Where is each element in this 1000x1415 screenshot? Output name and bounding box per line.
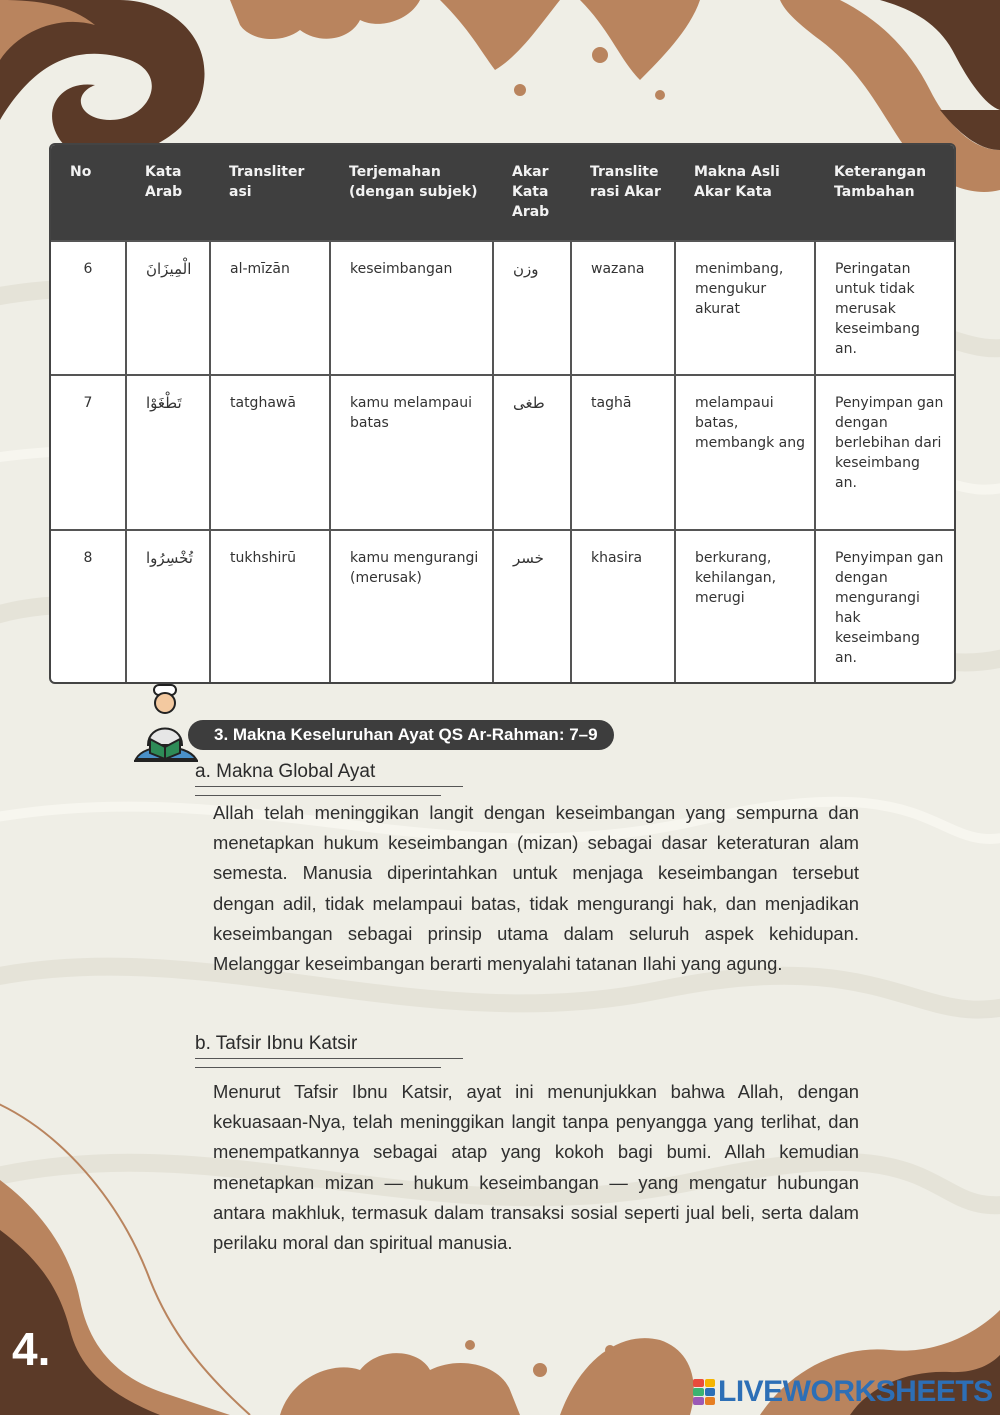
header-kata-arab: Kata Arab [126,145,210,241]
cell-kata-arab [126,530,210,682]
cell-transliterasi: tatghawā [210,375,330,530]
cell-terjemahan: kamu mengurangi (merusak) [330,530,493,682]
quran-reader-icon [134,683,198,763]
brand-name: LIVEWORKSHEETS [718,1375,993,1408]
divider [195,1058,463,1059]
arabic-word: تَطْغَوْا [146,394,182,412]
cell-keterangan: Peringatan untuk tidak merusak keseimbang an. [815,241,954,375]
cell-no: 8 [51,530,126,682]
subsection-b-text: Menurut Tafsir Ibnu Katsir, ayat ini menunjukkan bahwa Allah, dengan kekuasaan-Nya, telah meninggikan langit tanpa penyangga yang terlihat, dan menempatkannya sebagai atap yang kokoh bagi bumi. Allah kemudian menetapkan mizan — hukum keseimbangan — yang mengatur hubungan antara makhluk, termasuk dalam transaksi sosial seperti jual beli, serta dalam perilaku moral dan spiritual manusia. [213,1081,859,1254]
header-terjemahan: Terjemahan (dengan subjek) [330,145,493,241]
table-row [51,530,954,682]
cell-transliterasi-akar: wazana [571,241,675,375]
cell-akar [493,375,571,530]
liveworksheets-logo[interactable] [693,1375,993,1409]
table-row [51,241,954,375]
cell-no: 6 [51,241,126,375]
page-number: 4. [12,1323,51,1375]
header-transliterasi-akar: Translite rasi Akar [571,145,675,241]
arabic-word: الْمِيزَانَ [146,260,192,278]
header-keterangan: Keterangan Tambahan [815,145,954,241]
cell-terjemahan: kamu melampaui batas [330,375,493,530]
cell-kata-arab [126,241,210,375]
subsection-b-title: b. Tafsir Ibnu Katsir [195,1033,358,1054]
table-header-row [51,145,954,241]
table-row [51,375,954,530]
cell-transliterasi-akar: khasira [571,530,675,682]
header-no: No [51,145,126,241]
cell-keterangan: Penyimpan gan dengan mengurangi hak keseimbang an. [815,530,954,682]
brand-blocks-icon [693,1379,715,1405]
cell-makna-asli: menimbang, mengukur akurat [675,241,815,375]
arabic-root: طغى [513,394,545,412]
subsection-a-title: a. Makna Global Ayat [195,761,376,782]
arabic-word: تُخْسِرُوا [146,549,193,567]
header-makna-asli: Makna Asli Akar Kata [675,145,815,241]
divider [195,1067,441,1068]
cell-akar [493,530,571,682]
cell-kata-arab [126,375,210,530]
arabic-root: خسر [513,549,544,567]
vocabulary-table [49,143,956,684]
divider [195,795,441,796]
header-akar-kata: Akar Kata Arab [493,145,571,241]
cell-akar [493,241,571,375]
cell-transliterasi: al-mīzān [210,241,330,375]
cell-makna-asli: berkurang, kehilangan, merugi [675,530,815,682]
header-transliterasi: Transliter asi [210,145,330,241]
section-title: 3. Makna Keseluruhan Ayat QS Ar-Rahman: 7–9 [188,720,614,750]
arabic-root: وزن [513,260,539,278]
cell-terjemahan: keseimbangan [330,241,493,375]
cell-no: 7 [51,375,126,530]
cell-makna-asli: melampaui batas, membangk ang [675,375,815,530]
cell-keterangan: Penyimpan gan dengan berlebihan dari keseimbang an. [815,375,954,530]
divider [195,786,463,787]
cell-transliterasi-akar: taghā [571,375,675,530]
cell-transliterasi: tukhshirū [210,530,330,682]
subsection-a-text: Allah telah meninggikan langit dengan keseimbangan yang sempurna dan menetapkan hukum keseimbangan (mizan) sebagai dasar keteraturan alam semesta. Manusia diperintahkan untuk menjaga keseimbangan tersebut dengan adil, tidak melampaui batas, tidak mengurangi hak, dan menjadikan keseimbangan sebagai prinsip utama dalam seluruh aspek kehidupan. Melanggar keseimbangan berarti menyalahi tatanan Ilahi yang agung. [213,802,859,975]
